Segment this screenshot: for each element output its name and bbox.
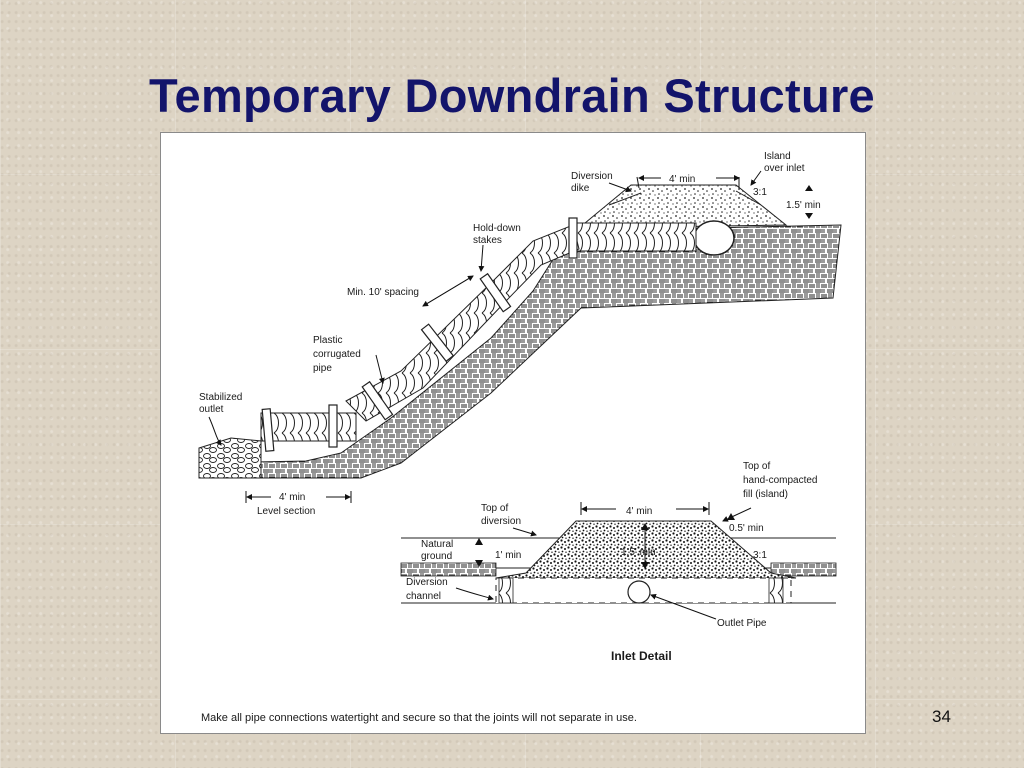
label-min-spacing: Min. 10' spacing	[347, 287, 419, 298]
label-level-4-min: 4' min	[279, 492, 306, 503]
label-top-div-1: Top of	[481, 503, 509, 514]
slide-title: Temporary Downdrain Structure	[148, 69, 875, 122]
natural-ground-left	[401, 563, 496, 576]
label-stabilized-1: Stabilized	[199, 392, 243, 403]
level-pipe-section	[261, 413, 356, 441]
label-inlet-4-min: 4' min	[626, 506, 653, 517]
upper-profile	[199, 171, 841, 503]
label-upper-1-5-min: 1.5' min	[786, 200, 821, 211]
downdrain-diagram	[160, 132, 866, 734]
label-0-5-min: 0.5' min	[729, 523, 764, 534]
page-number: 34	[932, 707, 951, 726]
label-plastic-2: corrugated	[313, 349, 361, 360]
stabilized-outlet-rocks	[199, 438, 261, 478]
label-upper-slope: 3:1	[753, 187, 767, 198]
figure-note: Make all pipe connections watertight and secure so that the joints will not separate in use.	[201, 712, 637, 724]
outlet-pipe-circle	[628, 581, 650, 603]
label-upper-4-min: 4' min	[669, 174, 696, 185]
natural-ground-right	[771, 563, 836, 576]
label-diversion-dike-1: Diversion	[571, 171, 613, 182]
label-plastic-3: pipe	[313, 363, 332, 374]
label-hold-down-1: Hold-down	[473, 223, 521, 234]
label-top-fill-3: fill (island)	[743, 489, 789, 500]
label-top-fill-1: Top of	[743, 461, 771, 472]
label-stabilized-2: outlet	[199, 404, 224, 415]
diagram-canvas	[161, 133, 865, 733]
label-inlet-slope: 3:1	[753, 550, 767, 561]
label-natural-1: Natural	[421, 539, 454, 550]
label-div-channel-2: channel	[406, 591, 442, 602]
label-inlet-1-5-min: 1.5' min	[621, 547, 656, 558]
label-inlet-detail-title: Inlet Detail	[611, 649, 672, 663]
label-diversion-dike-2: dike	[571, 183, 590, 194]
label-level-section: Level section	[257, 506, 316, 517]
label-natural-2: ground	[421, 551, 453, 562]
label-island-2: over inlet	[764, 163, 805, 174]
pipe-inlet-opening	[694, 221, 734, 255]
label-div-channel-1: Diversion	[406, 577, 448, 588]
label-1-min: 1' min	[495, 550, 522, 561]
label-island-1: Island	[764, 151, 791, 162]
label-outlet-pipe: Outlet Pipe	[717, 618, 767, 629]
label-hold-down-2: stakes	[473, 235, 502, 246]
label-plastic-1: Plastic	[313, 335, 343, 346]
label-top-div-2: diversion	[481, 516, 522, 527]
upper-pipe-section	[576, 223, 696, 251]
inlet-detail	[401, 502, 836, 619]
label-top-fill-2: hand-compacted	[743, 475, 818, 486]
